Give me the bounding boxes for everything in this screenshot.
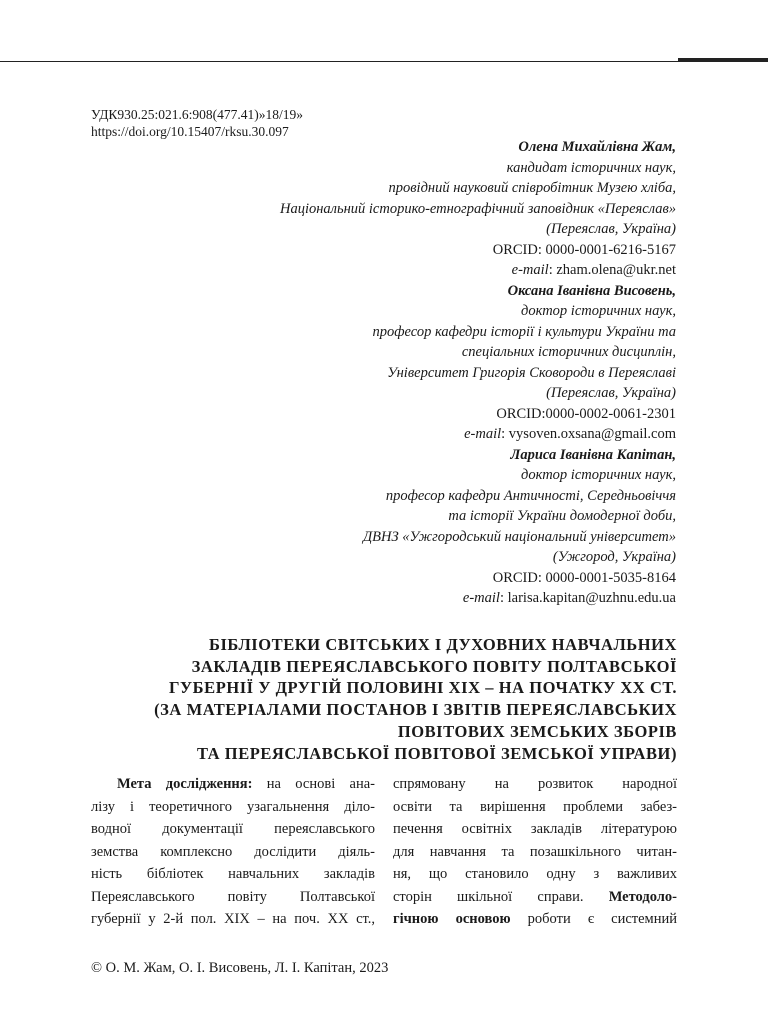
header-rule bbox=[0, 61, 768, 62]
author-location: (Ужгород, Україна) bbox=[552, 549, 676, 565]
title-line: ЗАКЛАДІВ ПЕРЕЯСЛАВСЬКОГО ПОВІТУ ПОЛТАВСЬКОЇ bbox=[191, 656, 677, 676]
author-degree: доктор історичних наук, bbox=[521, 467, 676, 483]
title-line: (ЗА МАТЕРІАЛАМИ ПОСТАНОВ І ЗВІТІВ ПЕРЕЯСЛАВСЬКИХ bbox=[154, 700, 677, 720]
abstract-line: сторін шкільної справи. Методоло- bbox=[393, 888, 677, 905]
abstract-line: ня, що становило одну з важливих bbox=[393, 866, 677, 882]
title-line: ГУБЕРНІЇ У ДРУГІЙ ПОЛОВИНІ XIX – НА ПОЧАТКУ XX СТ. bbox=[168, 678, 677, 698]
abstract-line: лізу і теоретичного узагальнення діло- bbox=[91, 798, 375, 815]
author-orcid[interactable]: ORCID: 0000-0001-6216-5167 bbox=[492, 241, 676, 258]
author-position: провідний науковий співробітник Музею хліба, bbox=[388, 180, 676, 196]
author-orcid[interactable]: ORCID: 0000-0001-5035-8164 bbox=[492, 569, 676, 586]
author-3 bbox=[76, 445, 676, 609]
email-address[interactable]: : larisa.kapitan@uzhnu.edu.ua bbox=[499, 590, 676, 606]
email-label: e-mail bbox=[511, 262, 549, 278]
title-line: ТА ПЕРЕЯСЛАВСЬКОЇ ПОВІТОВОЇ ЗЕМСЬКОЇ УПРАВИ) bbox=[196, 743, 677, 763]
abstract-line: освіти та вирішення проблеми забез- bbox=[393, 798, 677, 815]
udc-code: УДК930.25:021.6:908(477.41)»18/19» bbox=[91, 107, 304, 122]
author-position: професор кафедри Античності, Середньовіччя bbox=[385, 487, 676, 504]
author-institution: Університет Григорія Сковороди в Переяславі bbox=[387, 364, 676, 381]
author-institution: ДВНЗ «Ужгородський національний університет» bbox=[362, 528, 676, 545]
author-2 bbox=[76, 281, 676, 445]
abstract-line: губернії у 2-й пол. ХІХ – на поч. ХХ ст., bbox=[91, 911, 375, 927]
abstract-column-left bbox=[91, 773, 375, 931]
author-location: (Переяслав, Україна) bbox=[546, 385, 676, 401]
abstract-line: для навчання та позашкільного читан- bbox=[393, 843, 677, 860]
author-list bbox=[76, 137, 676, 609]
email-address[interactable]: : zham.olena@ukr.net bbox=[548, 262, 676, 278]
author-institution: Національний історико-етнографічний заповідник «Переяслав» bbox=[279, 200, 676, 217]
author-location: (Переяслав, Україна) bbox=[546, 221, 676, 237]
abstract-line: Переяславського повіту Полтавської bbox=[91, 888, 375, 905]
header-rule-accent bbox=[678, 58, 768, 62]
author-degree: доктор історичних наук, bbox=[521, 303, 676, 319]
article-meta bbox=[91, 106, 303, 140]
author-name: Олена Михайлівна Жам, bbox=[518, 139, 676, 155]
article-title bbox=[91, 634, 677, 764]
author-name: Оксана Іванівна Висовень, bbox=[507, 282, 676, 299]
abstract-line: земства комплексно дослідити діяль- bbox=[91, 843, 375, 860]
title-line: БІБЛІОТЕКИ СВІТСЬКИХ І ДУХОВНИХ НАВЧАЛЬНИХ bbox=[208, 635, 677, 654]
author-email[interactable] bbox=[76, 424, 676, 445]
email-label: e-mail bbox=[464, 426, 502, 442]
author-position-cont: та історії України домодерної доби, bbox=[448, 508, 676, 524]
abstract-line: Мета дослідження: на основі ана- bbox=[117, 776, 376, 792]
title-line: ПОВІТОВИХ ЗЕМСЬКИХ ЗБОРІВ bbox=[397, 721, 677, 741]
abstract-column-right bbox=[393, 773, 677, 931]
abstract-line: спрямовану на розвиток народної bbox=[393, 776, 677, 792]
author-orcid[interactable]: ORCID:0000-0002-0061-2301 bbox=[496, 405, 676, 422]
abstract-line: водної документації переяславського bbox=[91, 821, 375, 837]
abstract-line: ність бібліотек навчальних закладів bbox=[91, 866, 375, 882]
abstract-line: гічною основою роботи є системний bbox=[393, 911, 677, 927]
author-position: професор кафедри історії і культури України та bbox=[372, 323, 676, 340]
author-position-cont: спеціальних історичних дисциплін, bbox=[461, 344, 676, 360]
author-degree: кандидат історичних наук, bbox=[506, 159, 676, 176]
author-email[interactable] bbox=[76, 260, 676, 281]
abstract-heading: Мета дослідження: bbox=[117, 776, 253, 792]
email-label: e-mail bbox=[462, 590, 500, 606]
abstract-line: печення освітніх закладів літературою bbox=[393, 821, 677, 837]
author-1 bbox=[76, 137, 676, 281]
copyright-notice: © О. М. Жам, О. І. Висовень, Л. І. Капітан, 2023 bbox=[91, 960, 389, 976]
author-name: Лариса Іванівна Капітан, bbox=[510, 446, 676, 463]
doi-link[interactable]: https://doi.org/10.15407/rksu.30.097 bbox=[91, 124, 289, 139]
email-address[interactable]: : vysoven.oxsana@gmail.com bbox=[501, 426, 676, 442]
author-email[interactable] bbox=[76, 588, 676, 609]
